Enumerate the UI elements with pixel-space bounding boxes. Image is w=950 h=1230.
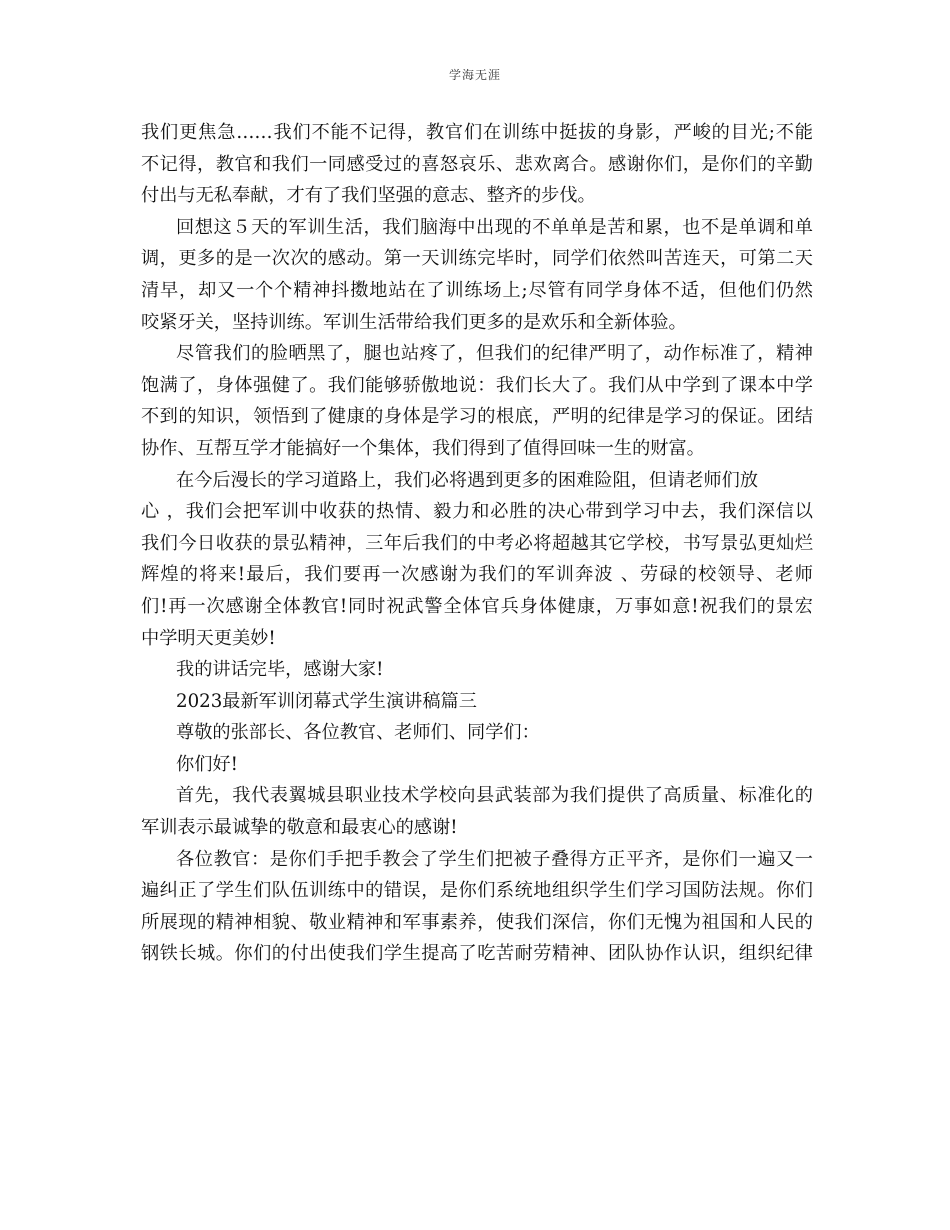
text-line: 我们更焦急……我们不能不记得，教官们在训练中挺拔的身影，严峻的目光;不能: [141, 122, 813, 143]
text-line: 回想这５天的军训生活，我们脑海中出现的不单单是苦和累，也不是单调和单: [176, 216, 813, 238]
text-line: 协作、互帮互学才能搞好一个集体，我们得到了值得回味一生的财富。: [141, 437, 705, 459]
text-line: 饱满了，身体强健了。我们能够骄傲地说：我们长大了。我们从中学到了课本中学: [141, 374, 813, 396]
text-line: 不记得，教官和我们一同感受过的喜怒哀乐、悲欢离合。感谢你们，是你们的辛勤: [141, 153, 813, 175]
text-line: 钢铁长城。你们的付出使我们学生提高了吃苦耐劳精神、团队协作认识，组织纪律: [141, 943, 813, 965]
text-line: 心 ，我们会把军训中收获的热情、毅力和必胜的决心带到学习中去，我们深信以: [141, 501, 813, 523]
text-line: 尽管我们的脸晒黑了，腿也站疼了，但我们的纪律严明了，动作标准了，精神: [176, 343, 813, 365]
text-line: 不到的知识，领悟到了健康的身体是学习的根底，严明的纪律是学习的保证。团结: [141, 406, 813, 428]
page-header: 学海无涯: [448, 68, 501, 82]
text-line: 所展现的精神相貌、敬业精神和军事素养，使我们深信，你们无愧为祖国和人民的: [141, 911, 813, 933]
text-line: 付出与无私奉献，才有了我们坚强的意志、整齐的步伐。: [141, 185, 596, 207]
text-line: 军训表示最诚挚的敬意和最衷心的感谢!: [141, 817, 458, 839]
text-line: 我们今日收获的景弘精神，三年后我们的中考必将超越其它学校，书写景弘更灿烂: [141, 532, 813, 554]
text-line: 首先，我代表翼城县职业技术学校向县武装部为我们提供了高质量、标准化的: [176, 785, 813, 807]
text-line: 咬紧牙关，坚持训练。军训生活带给我们更多的是欢乐和全新体验。: [141, 311, 687, 333]
text-line: 在今后漫长的学习道路上，我们必将遇到更多的困难险阻，但请老师们放: [176, 469, 759, 491]
text-line: 2023最新军训闭幕式学生演讲稿篇三: [176, 690, 477, 712]
text-line: 你们好!: [176, 753, 238, 775]
document-body: [141, 117, 813, 970]
text-line: 清早，却又一个个精神抖擞地站在了训练场上;尽管有同学身体不适，但他们仍然: [141, 279, 813, 301]
text-line: 们!再一次感谢全体教官!同时祝武警全体官兵身体健康，万事如意!祝我们的景宏: [141, 595, 813, 617]
text-line: 中学明天更美妙!: [141, 627, 276, 649]
text-line: 我的讲话完毕，感谢大家!: [176, 659, 384, 681]
text-line: 遍纠正了学生们队伍训练中的错误，是你们系统地组织学生们学习国防法规。你们: [141, 880, 813, 902]
text-line: 尊敬的张部长、各位教官、老师们、同学们：: [176, 722, 540, 744]
text-line: 调，更多的是一次次的感动。第一天训练完毕时，同学们依然叫苦连天，可第二天: [141, 248, 813, 270]
text-line: 辉煌的将来!最后，我们要再一次感谢为我们的军训奔波 、劳碌的校领导、老师: [141, 564, 813, 586]
text-line: 各位教官：是你们手把手教会了学生们把被子叠得方正平齐，是你们一遍又一: [176, 848, 813, 870]
